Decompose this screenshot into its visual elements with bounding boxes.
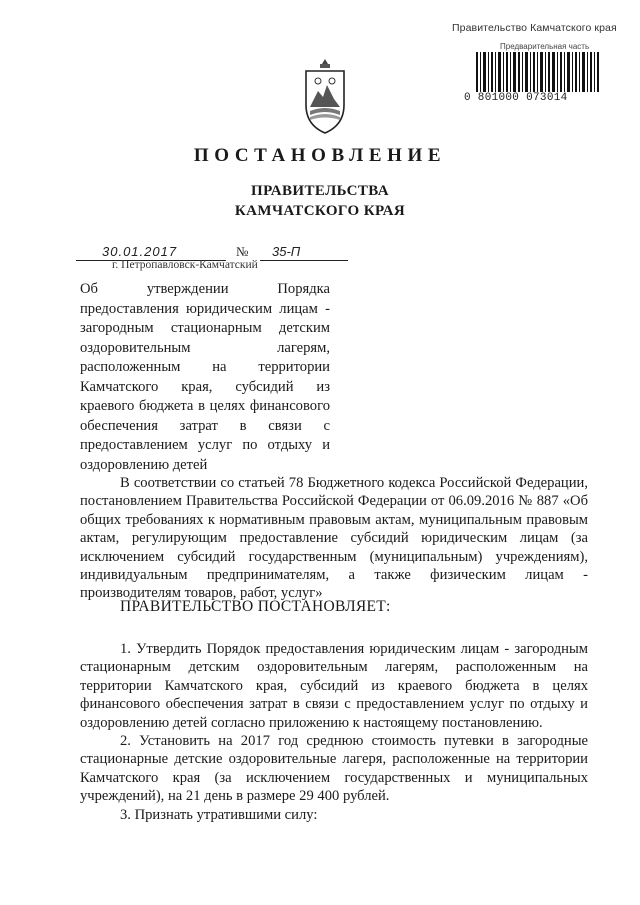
issuer-line-1: ПРАВИТЕЛЬСТВА — [251, 183, 389, 199]
barcode-number: 0 801000 073014 — [464, 92, 568, 104]
coat-of-arms-icon — [300, 55, 350, 135]
document-number: 35-П — [272, 244, 301, 259]
preamble — [80, 474, 588, 603]
issuer-line-2: КАМЧАТСКОГО КРАЯ — [234, 203, 406, 219]
number-underline — [260, 260, 348, 261]
document-date: 30.01.2017 — [102, 244, 178, 259]
issuer-title — [0, 181, 640, 221]
government-stamp: Правительство Камчатского края — [452, 22, 617, 34]
city: г. Петропавловск-Камчатский — [112, 259, 258, 271]
decree-heading: ПРАВИТЕЛЬСТВО ПОСТАНОВЛЯЕТ: — [120, 598, 391, 615]
number-sign: № — [236, 244, 249, 259]
decree-item-2: 2. Установить на 2017 год среднюю стоимость путевки в загородные стационарные детские оздоровительные лагеря, расположенные на территории Камчатского края (за исключением государственных и муниципальных учреждений), на 21 день в размере 29 400 рублей. — [80, 733, 588, 805]
decree-item-3: 3. Признать утратившими силу: — [120, 806, 318, 823]
barcode-icon — [476, 52, 600, 92]
barcode-caption: Предварительная часть — [500, 42, 590, 51]
document-title: ПОСТАНОВЛЕНИЕ — [193, 145, 447, 166]
decree-items — [80, 640, 588, 824]
preamble-paragraph: В соответствии со статьей 78 Бюджетного кодекса Российской Федерации, постановлением Правительства Российской Федерации от 06.09.2016 № 887 «Об общих требованиях к нормативным правовым актам, муниципальным правовым актам, регулирующим предоставление субсидий юридическим лицам (за исключением субсидий государственным (муниципальным) учреждениям), индивидуальным предпринимателям, а также физическим лицам - производителям товаров, работ, услуг» — [80, 475, 588, 602]
decree-item-1: 1. Утвердить Порядок предоставления юридическим лицам - загородным стационарным детским оздоровительным лагерям, расположенным на территории Камчатского края, субсидий из краевого бюджета в целях финансового обеспечения затрат в связи с предоставлением услуг по отдыху и оздоровлению детей согласно приложению к настоящему постановлению. — [80, 641, 588, 731]
document-subject: Об утверждении Порядка предоставления юридическим лицам - загородным стационарным детским оздоровительным лагерям, расположенным на территории Камчатского края, субсидий из краевого бюджета в целях финансового обеспечения затрат в связи с предоставлением услуг по отдыху и оздоровлению детей — [80, 281, 330, 473]
